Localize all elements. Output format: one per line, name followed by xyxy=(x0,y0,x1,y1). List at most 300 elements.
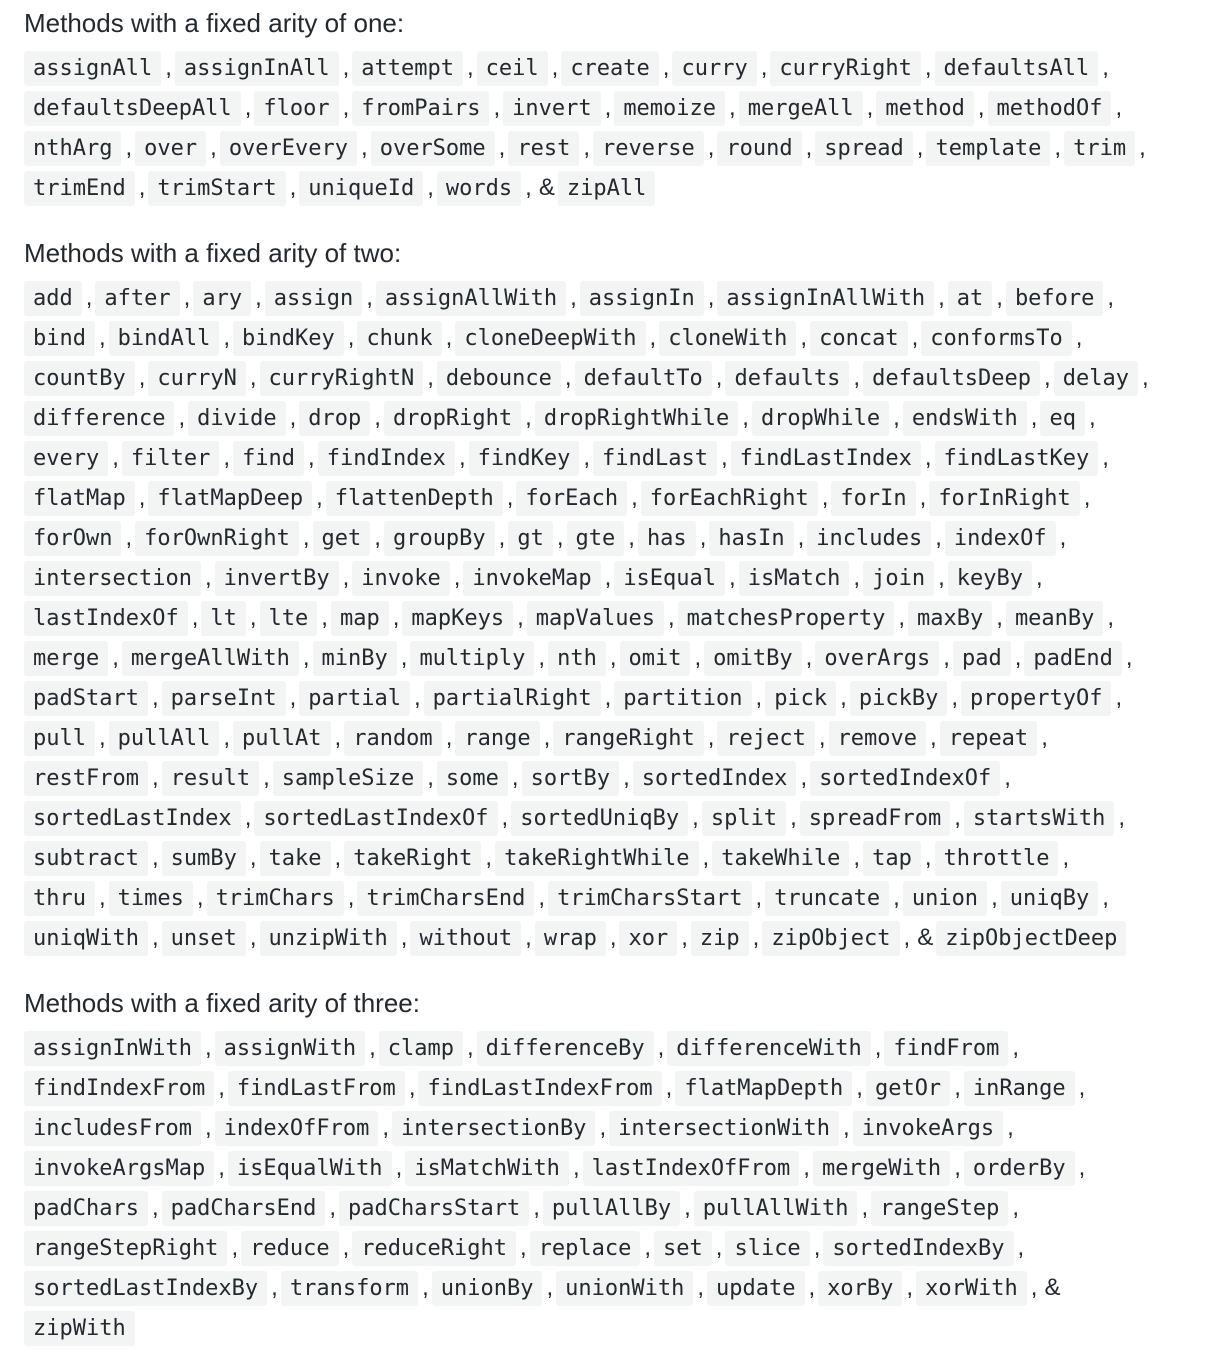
comma-separator: , xyxy=(853,364,861,391)
comma-separator: , xyxy=(954,1154,961,1181)
method-code: includes xyxy=(807,521,931,556)
method-code: sortedLastIndexBy xyxy=(24,1271,267,1306)
comma-separator: , xyxy=(138,174,146,201)
method-code: rest xyxy=(508,131,579,166)
method-code: truncate xyxy=(765,881,889,916)
method-code: trimStart xyxy=(148,171,285,206)
method-code: uniqueId xyxy=(299,171,423,206)
method-code: concat xyxy=(810,321,907,356)
method-code: trim xyxy=(1064,131,1135,166)
method-code: findFrom xyxy=(884,1031,1008,1066)
method-code: nthArg xyxy=(24,131,121,166)
method-code: ceil xyxy=(477,51,548,86)
comma-separator: , xyxy=(649,324,657,351)
section-arity-three xyxy=(24,980,1194,1346)
method-code: uniqWith xyxy=(24,921,148,956)
comma-separator: , xyxy=(1102,884,1109,911)
method-code: clamp xyxy=(379,1031,463,1066)
comma-separator: , xyxy=(408,1074,416,1101)
comma-separator: , xyxy=(501,804,509,831)
method-code: defaults xyxy=(725,361,849,396)
method-code: omitBy xyxy=(704,641,801,676)
comma-separator: , xyxy=(813,1234,821,1261)
method-code: nth xyxy=(548,641,606,676)
comma-separator: , xyxy=(609,644,617,671)
method-code: trimChars xyxy=(207,881,344,916)
comma-separator: , xyxy=(165,54,172,81)
method-line xyxy=(24,716,1194,756)
method-code: curryN xyxy=(148,361,245,396)
method-line xyxy=(24,126,1194,166)
method-line xyxy=(24,396,1194,436)
method-code: update xyxy=(707,1271,804,1306)
comma-separator: , xyxy=(125,134,133,161)
method-code: ary xyxy=(193,281,251,316)
comma-separator: , xyxy=(699,524,707,551)
method-code: attempt xyxy=(352,51,463,86)
method-line xyxy=(24,596,1194,636)
comma-separator: , xyxy=(289,684,297,711)
method-code: takeWhile xyxy=(712,841,849,876)
comma-separator: , xyxy=(445,324,453,351)
method-line xyxy=(24,436,1194,476)
method-code: cloneWith xyxy=(659,321,796,356)
method-code: inRange xyxy=(964,1071,1075,1106)
comma-separator: , xyxy=(392,604,400,631)
comma-separator: , xyxy=(308,444,315,471)
method-code: trimCharsStart xyxy=(548,881,751,916)
comma-separator: , xyxy=(334,844,342,871)
comma-separator: , xyxy=(151,1194,159,1221)
comma-separator: , xyxy=(599,1114,607,1141)
method-code: repeat xyxy=(940,721,1037,756)
comma-separator: , xyxy=(525,404,532,431)
comma-separator: , xyxy=(517,604,524,631)
method-code: sortedIndexOf xyxy=(810,761,1000,796)
comma-separator: , xyxy=(191,604,199,631)
method-code: mergeAllWith xyxy=(122,641,299,676)
comma-separator: , xyxy=(1107,284,1115,311)
method-code: multiply xyxy=(410,641,534,676)
comma-separator: , xyxy=(755,684,763,711)
method-code: at xyxy=(948,281,993,316)
method-code: join xyxy=(863,561,934,596)
comma-separator: , xyxy=(1141,364,1149,391)
method-code: sumBy xyxy=(162,841,246,876)
method-code: differenceWith xyxy=(667,1031,870,1066)
comma-separator: , xyxy=(861,1194,869,1221)
method-code: intersection xyxy=(24,561,201,596)
method-code: eq xyxy=(1040,401,1085,436)
method-code: partition xyxy=(614,681,751,716)
comma-separator: , xyxy=(938,564,945,591)
comma-separator: , xyxy=(843,1114,850,1141)
method-code: dropRightWhile xyxy=(535,401,738,436)
comma-separator: , xyxy=(1012,1194,1020,1221)
comma-separator: , xyxy=(223,324,231,351)
comma-separator: , xyxy=(916,134,924,161)
comma-separator: , xyxy=(570,284,577,311)
comma-separator: , xyxy=(1115,94,1123,121)
method-code: bindKey xyxy=(233,321,344,356)
method-code: invokeArgsMap xyxy=(24,1151,214,1186)
method-code: endsWith xyxy=(903,401,1027,436)
method-code: assignIn xyxy=(580,281,704,316)
method-list xyxy=(24,46,1194,206)
method-code: indexOfFrom xyxy=(215,1111,379,1146)
method-line xyxy=(24,516,1194,556)
method-code: mapKeys xyxy=(402,601,513,636)
method-code: pullAt xyxy=(233,721,330,756)
method-code: includesFrom xyxy=(24,1111,201,1146)
method-code: padEnd xyxy=(1024,641,1121,676)
comma-separator: , xyxy=(874,1034,882,1061)
method-code: findLastIndex xyxy=(731,441,921,476)
method-code: reduce xyxy=(241,1231,338,1266)
method-line xyxy=(24,636,1194,676)
method-code: map xyxy=(331,601,389,636)
and-separator: & xyxy=(1044,1274,1061,1301)
method-code: difference xyxy=(24,401,174,436)
comma-separator: , xyxy=(249,924,257,951)
method-code: mergeAll xyxy=(739,91,863,126)
method-code: tap xyxy=(863,841,921,876)
comma-separator: , xyxy=(991,884,998,911)
comma-separator: , xyxy=(231,1234,239,1261)
comma-separator: , xyxy=(271,1274,278,1301)
method-code: forIn xyxy=(831,481,915,516)
comma-separator: , xyxy=(551,54,559,81)
method-code: gte xyxy=(567,521,625,556)
comma-separator: , xyxy=(151,684,159,711)
comma-separator: , xyxy=(556,524,564,551)
method-line xyxy=(24,876,1194,916)
comma-separator: , xyxy=(715,364,723,391)
method-code: pull xyxy=(24,721,95,756)
method-code: meanBy xyxy=(1006,601,1103,636)
comma-separator: , xyxy=(1030,1274,1038,1301)
comma-separator: , xyxy=(1007,1114,1014,1141)
comma-separator: , xyxy=(85,284,93,311)
method-code: pullAllWith xyxy=(694,1191,858,1226)
section-heading: Methods with a fixed arity of two: xyxy=(24,238,402,268)
method-code: invokeArgs xyxy=(853,1111,1003,1146)
method-code: methodOf xyxy=(988,91,1112,126)
method-code: invertBy xyxy=(215,561,339,596)
method-code: startsWith xyxy=(964,801,1114,836)
method-code: unionBy xyxy=(432,1271,543,1306)
method-code: dropWhile xyxy=(752,401,889,436)
comma-separator: , xyxy=(564,364,572,391)
method-code: add xyxy=(24,281,82,316)
method-code: propertyOf xyxy=(961,681,1111,716)
method-code: divide xyxy=(188,401,285,436)
comma-separator: , xyxy=(790,804,797,831)
method-code: lastIndexOfFrom xyxy=(583,1151,800,1186)
method-code: isEqualWith xyxy=(228,1151,392,1186)
comma-separator: , xyxy=(112,444,119,471)
method-code: replace xyxy=(530,1231,641,1266)
comma-separator: , xyxy=(623,764,630,791)
comma-separator: , xyxy=(342,564,350,591)
method-line xyxy=(24,836,1194,876)
method-code: sampleSize xyxy=(273,761,423,796)
method-code: assignWith xyxy=(215,1031,365,1066)
comma-separator: , xyxy=(943,644,950,671)
comma-separator: , xyxy=(546,1274,554,1301)
method-line xyxy=(24,316,1194,356)
method-code: floor xyxy=(254,91,338,126)
comma-separator: , xyxy=(533,1194,540,1221)
comma-separator: , xyxy=(1075,324,1083,351)
comma-separator: , xyxy=(1078,1154,1086,1181)
section-arity-one xyxy=(24,0,1194,206)
comma-separator: , xyxy=(445,724,453,751)
comma-separator: , xyxy=(342,1234,350,1261)
method-code: find xyxy=(233,441,304,476)
comma-separator: , xyxy=(681,924,688,951)
comma-separator: , xyxy=(98,884,106,911)
method-code: lte xyxy=(260,601,318,636)
comma-separator: , xyxy=(996,284,1003,311)
comma-separator: , xyxy=(538,644,546,671)
comma-separator: , xyxy=(805,644,813,671)
comma-separator: , xyxy=(1017,1234,1025,1261)
comma-separator: , xyxy=(347,884,355,911)
method-code: parseInt xyxy=(162,681,286,716)
comma-separator: , xyxy=(1083,484,1091,511)
method-code: padStart xyxy=(24,681,148,716)
comma-separator: , xyxy=(729,94,736,121)
comma-separator: , xyxy=(223,444,231,471)
method-code: restFrom xyxy=(24,761,148,796)
method-code: unset xyxy=(162,921,246,956)
method-code: times xyxy=(109,881,193,916)
method-line xyxy=(24,1146,1194,1186)
method-code: assignInAll xyxy=(175,51,339,86)
and-separator: & xyxy=(538,174,555,201)
comma-separator: , xyxy=(1062,844,1070,871)
method-code: random xyxy=(344,721,441,756)
method-code: defaultTo xyxy=(575,361,712,396)
comma-separator: , xyxy=(856,1074,863,1101)
method-line xyxy=(24,86,1194,126)
method-code: forOwn xyxy=(24,521,121,556)
method-code: thru xyxy=(24,881,95,916)
comma-separator: , xyxy=(422,1274,429,1301)
comma-separator: , xyxy=(1088,404,1096,431)
method-line xyxy=(24,46,1194,86)
comma-separator: , xyxy=(930,724,937,751)
comma-separator: , xyxy=(347,324,355,351)
comma-separator: , xyxy=(702,844,710,871)
method-code: range xyxy=(455,721,539,756)
comma-separator: , xyxy=(366,284,373,311)
method-code: take xyxy=(260,841,331,876)
comma-separator: , xyxy=(797,524,805,551)
comma-separator: , xyxy=(752,924,760,951)
method-code: sortedIndexBy xyxy=(823,1231,1013,1266)
comma-separator: , xyxy=(604,94,612,121)
method-code: sortedLastIndex xyxy=(24,801,241,836)
comma-separator: , xyxy=(458,444,466,471)
method-code: assign xyxy=(265,281,362,316)
method-code: curryRightN xyxy=(260,361,424,396)
comma-separator: , xyxy=(805,134,813,161)
method-code: memoize xyxy=(614,91,725,126)
method-code: mergeWith xyxy=(813,1151,950,1186)
comma-separator: , xyxy=(583,134,590,161)
method-code: groupBy xyxy=(384,521,495,556)
method-line xyxy=(24,796,1194,836)
method-code: spreadFrom xyxy=(800,801,950,836)
method-code: unionWith xyxy=(556,1271,693,1306)
method-code: omit xyxy=(620,641,691,676)
method-code: filter xyxy=(122,441,219,476)
comma-separator: , xyxy=(427,764,434,791)
method-code: words xyxy=(437,171,521,206)
comma-separator: , xyxy=(919,484,927,511)
comma-separator: , xyxy=(511,764,519,791)
comma-separator: , xyxy=(244,94,252,121)
method-code: bindAll xyxy=(109,321,220,356)
method-code: some xyxy=(437,761,508,796)
method-code: xorBy xyxy=(818,1271,902,1306)
method-code: xor xyxy=(619,921,677,956)
method-code: dropRight xyxy=(384,401,521,436)
method-code: curry xyxy=(672,51,756,86)
method-code: padCharsEnd xyxy=(162,1191,326,1226)
comma-separator: , xyxy=(644,1234,652,1261)
comma-separator: , xyxy=(382,1114,389,1141)
method-line xyxy=(24,1106,1194,1146)
comma-separator: , xyxy=(374,404,381,431)
method-code: findLast xyxy=(593,441,717,476)
method-code: rangeRight xyxy=(553,721,703,756)
comma-separator: , xyxy=(1125,644,1133,671)
method-code: union xyxy=(903,881,987,916)
method-code: defaultsAll xyxy=(935,51,1099,86)
comma-separator: , xyxy=(800,764,808,791)
comma-separator: , xyxy=(1078,1074,1086,1101)
comma-separator: , xyxy=(924,844,932,871)
comma-separator: , xyxy=(657,1034,665,1061)
comma-separator: , xyxy=(1102,54,1109,81)
method-code: orderBy xyxy=(964,1151,1075,1186)
comma-separator: , xyxy=(178,404,186,431)
method-code: transform xyxy=(281,1271,418,1306)
method-code: cloneDeepWith xyxy=(455,321,645,356)
comma-separator: , xyxy=(604,564,612,591)
method-code: forEach xyxy=(516,481,627,516)
comma-separator: , xyxy=(1054,134,1062,161)
comma-separator: , xyxy=(692,804,699,831)
method-code: forInRight xyxy=(929,481,1079,516)
comma-separator: , xyxy=(302,644,310,671)
method-code: countBy xyxy=(24,361,135,396)
comma-separator: , xyxy=(1030,404,1038,431)
comma-separator: , xyxy=(808,1274,816,1301)
comma-separator: , xyxy=(334,724,342,751)
comma-separator: , xyxy=(924,444,932,471)
method-code: zipObject xyxy=(762,921,899,956)
method-code: getOr xyxy=(866,1071,950,1106)
method-code: uniqBy xyxy=(1001,881,1098,916)
comma-separator: , xyxy=(1012,1034,1020,1061)
method-line xyxy=(24,1066,1194,1106)
comma-separator: , xyxy=(498,524,506,551)
comma-separator: , xyxy=(543,724,551,751)
comma-separator: , xyxy=(1059,524,1067,551)
method-code: reject xyxy=(717,721,814,756)
comma-separator: , xyxy=(98,724,106,751)
comma-separator: , xyxy=(720,444,728,471)
comma-separator: , xyxy=(694,644,702,671)
comma-separator: , xyxy=(684,1194,691,1221)
comma-separator: , xyxy=(329,1194,337,1221)
comma-separator: , xyxy=(210,134,217,161)
method-code: trimCharsEnd xyxy=(357,881,534,916)
method-code: flatMap xyxy=(24,481,135,516)
comma-separator: , xyxy=(729,564,736,591)
comma-separator: , xyxy=(903,924,911,951)
method-code: throttle xyxy=(935,841,1059,876)
comma-separator: , xyxy=(249,604,257,631)
comma-separator: , xyxy=(707,724,715,751)
method-code: subtract xyxy=(24,841,148,876)
method-code: overSome xyxy=(371,131,495,166)
method-line xyxy=(24,756,1194,796)
method-code: invert xyxy=(503,91,600,126)
method-code: isMatch xyxy=(739,561,850,596)
method-code: maxBy xyxy=(908,601,992,636)
method-code: sortedUniqBy xyxy=(511,801,688,836)
method-line xyxy=(24,676,1194,716)
method-code: fromPairs xyxy=(352,91,489,126)
method-code: findKey xyxy=(469,441,580,476)
method-code: invoke xyxy=(352,561,449,596)
comma-separator: , xyxy=(289,174,297,201)
comma-separator: , xyxy=(183,284,191,311)
comma-separator: , xyxy=(361,134,368,161)
method-line xyxy=(24,166,1194,206)
method-list xyxy=(24,276,1194,956)
comma-separator: , xyxy=(223,724,231,751)
comma-separator: , xyxy=(853,564,861,591)
method-code: isEqual xyxy=(614,561,725,596)
method-code: spread xyxy=(815,131,912,166)
comma-separator: , xyxy=(1102,444,1109,471)
comma-separator: , xyxy=(316,484,323,511)
comma-separator: , xyxy=(255,284,262,311)
comma-separator: , xyxy=(519,1234,527,1261)
method-code: reverse xyxy=(593,131,704,166)
comma-separator: , xyxy=(466,54,474,81)
method-arity-document xyxy=(24,0,1194,1370)
method-code: zip xyxy=(691,921,749,956)
method-code: partial xyxy=(299,681,410,716)
method-code: sortedIndex xyxy=(633,761,797,796)
method-code: drop xyxy=(299,401,370,436)
method-code: matchesProperty xyxy=(678,601,895,636)
comma-separator: , xyxy=(1139,134,1146,161)
section-heading: Methods with a fixed arity of three: xyxy=(24,988,420,1018)
comma-separator: , xyxy=(453,564,461,591)
method-code: before xyxy=(1006,281,1103,316)
comma-separator: , xyxy=(1107,604,1115,631)
comma-separator: , xyxy=(1035,564,1043,591)
method-line xyxy=(24,356,1194,396)
